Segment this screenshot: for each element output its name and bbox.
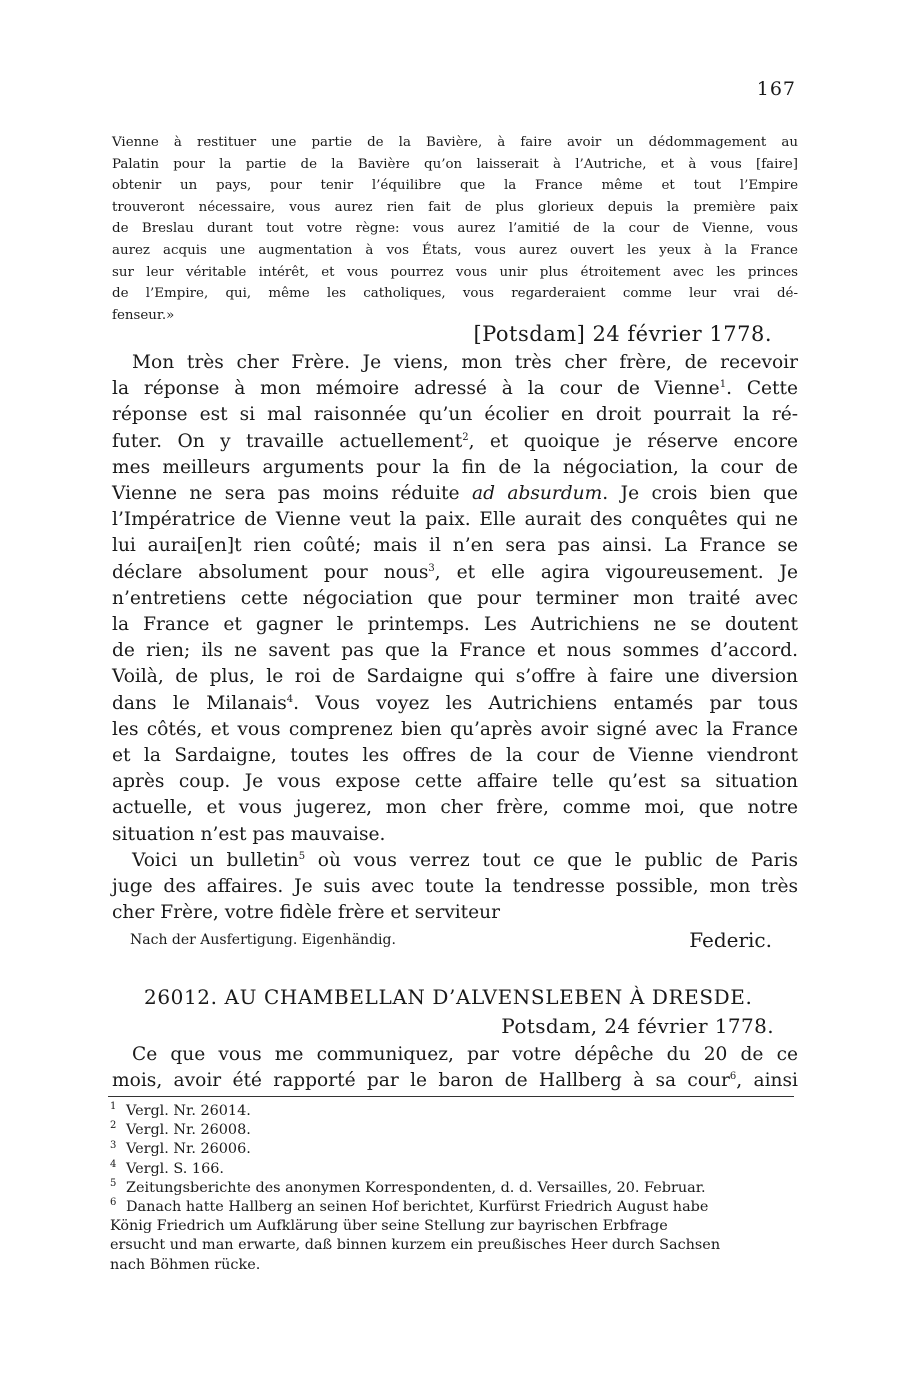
quote-line: aurez acquis une augmentation à vos États, vous aurez ouvert les yeux à la France <box>112 242 798 258</box>
letter-line: Voilà, de plus, le roi de Sardaigne qui s’offre à faire une diversion <box>112 666 798 688</box>
quote-line: Vienne à restituer une partie de la Bavière, à faire avoir un dédommagement au <box>112 135 798 150</box>
footnote: 1 Vergl. Nr. 26014. <box>110 1101 251 1119</box>
document-body <box>112 1042 798 1094</box>
footnote: 2 Vergl. Nr. 26008. <box>110 1120 251 1139</box>
letter-line: après coup. Je vous expose cette affaire telle qu’est sa situation <box>112 771 798 793</box>
footnote-ref: 6 <box>729 1070 737 1082</box>
footnote-continuation: ersucht und man erwarte, daß binnen kurzem ein preußisches Heer durch Sachsen <box>110 1237 721 1254</box>
footnote-continuation: König Friedrich um Aufklärung über seine Stellung zur bayrischen Erbfrage <box>110 1218 668 1235</box>
footnote: 5 Zeitungsberichte des anonymen Korrespondenten, d. d. Versailles, 20. Februar. <box>110 1178 706 1196</box>
letter-line: de rien; ils ne savent pas que la France et nous sommes d’accord. <box>112 640 798 662</box>
quote-line: de l’Empire, qui, même les catholiques, vous regarderaient comme leur vrai dé- <box>112 286 798 302</box>
quote-line: fenseur.» <box>112 307 175 323</box>
letter-line: cher Frère, votre fidèle frère et serviteur <box>112 902 501 924</box>
page-number: 167 <box>756 78 796 100</box>
letter-line: Mon très cher Frère. Je viens, mon très cher frère, de recevoir <box>132 352 798 373</box>
letter-line: actuelle, et vous jugerez, mon cher frère, comme moi, que notre <box>112 797 798 819</box>
letter-line: déclare absolument pour nous$^3$, et elle agira vigoureusement. Je <box>112 561 798 583</box>
quote-line: de Breslau durant tout votre règne: vous aurez l’amitié de la cour de Vienne, vous <box>112 221 798 237</box>
letter-line: la réponse à mon mémoire adressé à la cour de Vienne$^1$. Cette <box>112 378 798 400</box>
footnote-ref: 1 <box>719 379 727 391</box>
signature: Federic. <box>689 928 772 952</box>
footnote: 6 Danach hatte Hallberg an seinen Hof berichtet, Kurfürst Friedrich August habe <box>110 1197 709 1216</box>
footnote-ref: 2 <box>462 431 469 443</box>
footnote: 3 Vergl. Nr. 26006. <box>110 1139 251 1158</box>
letter-line: l’Impératrice de Vienne veut la paix. Elle aurait des conquêtes qui ne <box>112 509 798 531</box>
letter-line: juge des affaires. Je suis avec toute la tendresse possible, mon très <box>112 876 798 898</box>
letter-line: mes meilleurs arguments pour la fin de la négociation, la cour de <box>112 456 798 478</box>
footnote-ref: 4 <box>286 693 294 705</box>
footnote: 4 Vergl. S. 166. <box>110 1158 224 1177</box>
footnote-rule <box>108 1096 794 1097</box>
latin-phrase: ad absurdum <box>471 483 603 505</box>
letter-line: situation n’est pas mauvaise. <box>112 823 386 845</box>
letter-line: lui aurai[en]t rien coûté; mais il n’en sera pas ainsi. La France se <box>112 535 798 557</box>
footnote-continuation: nach Böhmen rücke. <box>110 1256 261 1273</box>
letter-place-date: [Potsdam] 24 février 1778. <box>473 322 772 346</box>
source-note: Nach der Ausfertigung. Eigenhändig. <box>130 932 396 948</box>
footnote-ref: 5 <box>298 850 306 862</box>
letter-line: Vienne ne sera pas moins réduite ad absurdum. Je crois bien que <box>112 483 798 505</box>
letter-body <box>112 350 798 926</box>
footnote-ref: 3 <box>428 562 435 574</box>
quote-line: sur leur véritable intérêt, et vous pourrez vous unir plus étroitement avec les princes <box>112 264 798 280</box>
letter-line: et la Sardaigne, toutes les offres de la cour de Vienne viendront <box>112 745 798 767</box>
quoted-memorandum <box>112 132 798 326</box>
letter-line: les côtés, et vous comprenez bien qu’après avoir signé avec la France <box>112 718 798 740</box>
letter-line: la France et gagner le printemps. Les Autrichiens ne se doutent <box>112 614 798 636</box>
letter-line: n’entretiens cette négociation que pour terminer mon traité avec <box>112 587 798 609</box>
quote-line: obtenir un pays, pour tenir l’équilibre que la France même et tout l’Empire <box>112 178 798 194</box>
footnotes <box>110 1102 800 1275</box>
letter-line: Voici un bulletin$^5$ où vous verrez tout ce que le public de Paris <box>132 849 798 871</box>
document-line: mois, avoir été rapporté par le baron de Hallberg à sa cour$^6$, ainsi <box>112 1070 798 1091</box>
letter-line: futer. On y travaille actuellement$^2$, et quoique je réserve encore <box>112 430 798 452</box>
document-line: Ce que vous me communiquez, par votre dépêche du 20 de ce <box>132 1044 798 1065</box>
document-place-date: Potsdam, 24 février 1778. <box>501 1014 774 1038</box>
document-heading: 26012. AU CHAMBELLAN D’ALVENSLEBEN À DRESDE. <box>144 985 753 1009</box>
letter-line: réponse est si mal raisonnée qu’un écolier en droit pourrait la ré- <box>112 404 798 426</box>
quote-line: Palatin pour la partie de la Bavière qu’on laisserait à l’Autriche, et à vous [faire] <box>112 156 798 172</box>
letter-line: dans le Milanais$^4$. Vous voyez les Autrichiens entamés par tous <box>112 692 798 714</box>
quote-line: trouveront nécessaire, vous aurez rien fait de plus glorieux depuis la première paix <box>112 199 798 215</box>
